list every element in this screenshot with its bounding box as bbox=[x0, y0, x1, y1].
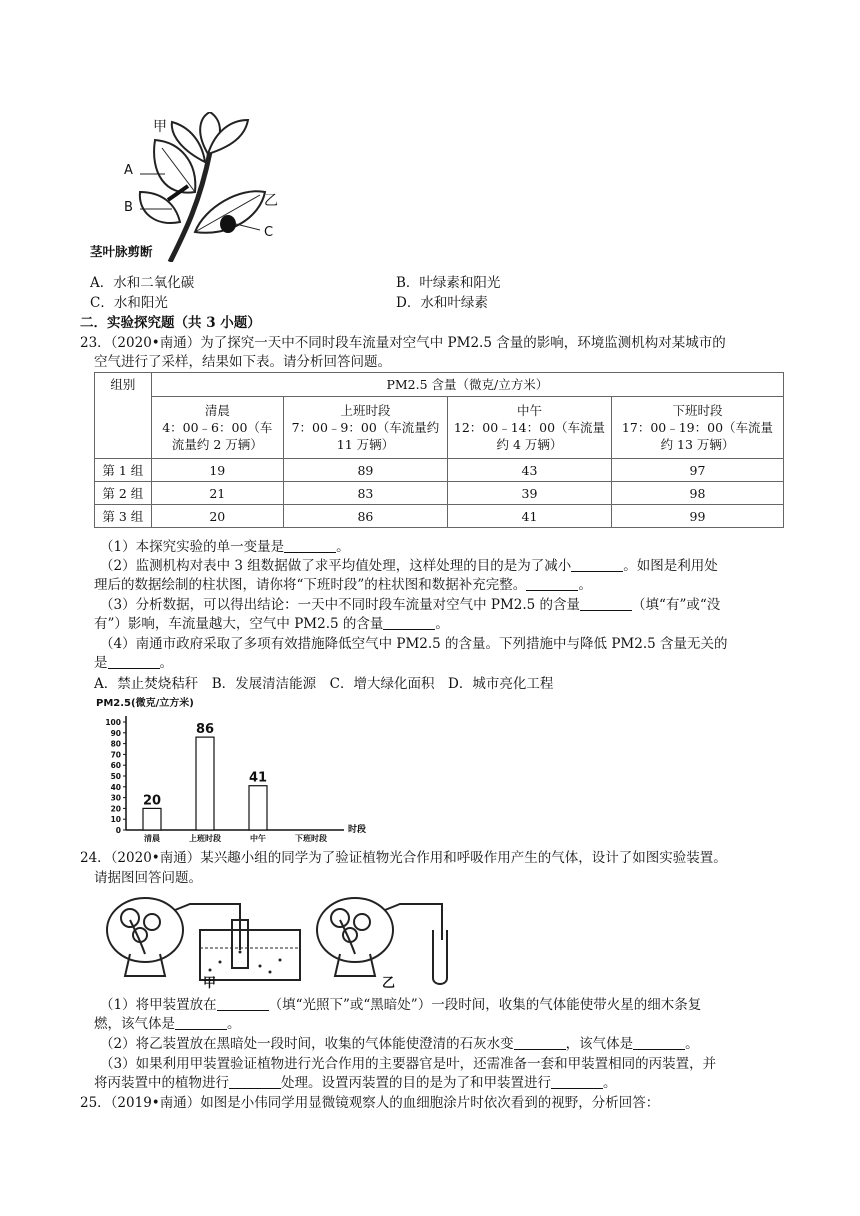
y-tick-label: 40 bbox=[110, 782, 121, 792]
q23-p2b: 理后的数据绘制的柱状图，请你将“下班时段”的柱状图和数据补充完整。 。 bbox=[94, 577, 592, 593]
q23-p1: （1）本探究实验的单一变量是 。 bbox=[100, 539, 350, 555]
q23-p4a: （4）南通市政府采取了多项有效措施降低空气中 PM2.5 的含量。下列措施中与降低 PM2.5 含量无关的 bbox=[100, 636, 728, 652]
table-header-period: 中午 12：00﹣14：00（车流量 约 4 万辆） bbox=[447, 397, 611, 459]
x-axis-label: 时段 bbox=[348, 825, 367, 835]
x-tick-label: 清晨 bbox=[144, 834, 160, 843]
q24-p1b: 燃，该气体是 。 bbox=[94, 1016, 241, 1032]
q22-option-d: D．水和叶绿素 bbox=[396, 295, 488, 311]
q22-option-b: B．叶绿素和阳光 bbox=[396, 275, 501, 291]
table-header-period: 下班时段 17：00﹣19：00（车流量 约 13 万辆） bbox=[611, 397, 783, 459]
q24-p1a: （1）将甲装置放在 （填“光照下”或“黑暗处”）一段时间，收集的气体能使带火星的细木条复 bbox=[100, 997, 702, 1013]
q23-stem-2: 空气进行了采样，结果如下表。请分析回答问题。 bbox=[94, 354, 391, 370]
y-axis-label: PM2.5(微克/立方米) bbox=[96, 698, 194, 709]
table-row: 第 1 组 19 89 43 97 bbox=[95, 459, 784, 482]
leaf-figure bbox=[110, 112, 290, 262]
table-header-group: 组别 bbox=[95, 373, 152, 459]
pm25-bar-chart bbox=[96, 694, 386, 844]
y-tick-label: 70 bbox=[110, 750, 121, 760]
y-tick-label: 10 bbox=[110, 815, 121, 825]
data-label: 86 bbox=[195, 722, 215, 738]
leaf-label-yi: 乙 bbox=[264, 193, 278, 209]
bar bbox=[143, 808, 161, 830]
table-header-main: PM2.5 含量（微克/立方米） bbox=[151, 373, 783, 397]
x-tick-label: 上班时段 bbox=[189, 834, 221, 843]
pm25-table bbox=[94, 372, 784, 528]
y-tick-label: 0 bbox=[115, 826, 121, 835]
q23-stem-1: 23．（2020•南通）为了探究一天中不同时段车流量对空气中 PM2.5 含量的影响，环境监测机构对某城市的 bbox=[80, 335, 726, 351]
section-title: 二．实验探究题（共 3 小题） bbox=[80, 315, 261, 331]
q22-option-a: A．水和二氧化碳 bbox=[90, 275, 195, 291]
bar bbox=[249, 786, 267, 830]
apparatus-label-jia: 甲 bbox=[203, 976, 217, 991]
leaf-label-c: C bbox=[264, 225, 274, 240]
table-header-period: 清晨 4：00﹣6：00（车 流量约 2 万辆） bbox=[151, 397, 283, 459]
x-tick-label: 中午 bbox=[250, 834, 266, 843]
q24-p3a: （3）如果利用甲装置验证植物进行光合作用的主要器官是叶，还需准备一套和甲装置相同的丙装置，并 bbox=[100, 1056, 717, 1072]
x-tick-label: 下班时段 bbox=[295, 834, 327, 843]
q24-stem-2: 请据图回答问题。 bbox=[94, 870, 202, 886]
table-header-period: 上班时段 7：00﹣9：00（车流量约 11 万辆） bbox=[283, 397, 447, 459]
y-tick-label: 100 bbox=[105, 718, 121, 727]
leaf-label-b: B bbox=[124, 200, 133, 215]
y-tick-label: 60 bbox=[110, 761, 121, 771]
q23-p3a: （3）分析数据，可以得出结论：一天中不同时段车流量对空气中 PM2.5 的含量 （填“有”或“没 bbox=[100, 597, 721, 613]
leaf-caption: 茎叶脉剪断 bbox=[90, 244, 153, 259]
y-tick-label: 20 bbox=[110, 804, 121, 814]
y-tick-label: 30 bbox=[110, 793, 121, 803]
y-tick-label: 80 bbox=[110, 739, 121, 749]
q23-options: A．禁止焚烧秸秆 B．发展清洁能源 C．增大绿化面积 D．城市亮化工程 bbox=[94, 676, 554, 692]
apparatus-label-yi: 乙 bbox=[382, 976, 396, 991]
y-tick-label: 90 bbox=[110, 728, 121, 738]
table-row: 第 2 组 21 83 39 98 bbox=[95, 482, 784, 505]
q24-p2a: （2）将乙装置放在黑暗处一段时间，收集的气体能使澄清的石灰水变 ，该气体是 。 bbox=[100, 1036, 699, 1052]
data-label: 20 bbox=[142, 793, 162, 809]
q24-stem-1: 24．（2020•南通）某兴趣小组的同学为了验证植物光合作用和呼吸作用产生的气体，设计了如图实验装置。 bbox=[80, 850, 727, 866]
apparatus-figure bbox=[100, 890, 470, 990]
data-label: 41 bbox=[248, 770, 268, 786]
table-row: 第 3 组 20 86 41 99 bbox=[95, 505, 784, 528]
leaf-label-jia: 甲 bbox=[153, 119, 167, 135]
q23-p3b: 有”）影响，车流量越大，空气中 PM2.5 的含量 。 bbox=[94, 616, 449, 632]
y-tick-label: 50 bbox=[110, 772, 121, 781]
q22-option-c: C．水和阳光 bbox=[90, 295, 168, 311]
q23-p2a: （2）监测机构对表中 3 组数据做了求平均值处理，这样处理的目的是为了减小 。如图是利用处 bbox=[100, 558, 718, 574]
q25-stem: 25．（2019•南通）如图是小伟同学用显微镜观察人的血细胞涂片时依次看到的视野，分析回答： bbox=[80, 1095, 660, 1111]
leaf-label-a: A bbox=[124, 163, 133, 178]
q24-p3b: 将丙装置中的植物进行 处理。设置丙装置的目的是为了和甲装置进行 。 bbox=[94, 1075, 617, 1091]
q23-p4b: 是 。 bbox=[94, 655, 173, 671]
bar bbox=[196, 737, 214, 830]
